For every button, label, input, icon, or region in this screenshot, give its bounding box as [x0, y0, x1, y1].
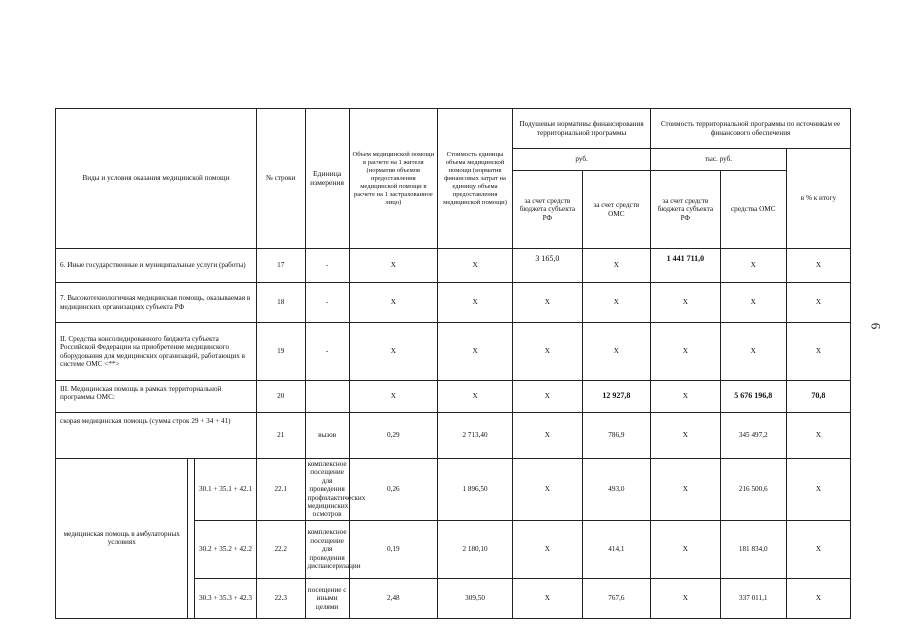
row-cost: X: [438, 249, 513, 283]
row-cost-oms: X: [720, 283, 786, 323]
header-norms-unit: руб.: [513, 149, 651, 171]
header-volume: Объем медицинской помощи в расчете на 1 жителя (норматив объемов предоставления медицинской помощи в расчете на 1 застрахованное лицо): [349, 109, 437, 249]
row-norm-budget: 3 165,0: [513, 249, 583, 283]
row-cost-oms: 337 011,1: [720, 578, 786, 618]
row-volume: X: [349, 381, 437, 413]
row-cost-oms: 181 834,0: [720, 520, 786, 578]
row-norm-budget: X: [513, 578, 583, 618]
row-norm-oms: X: [582, 323, 650, 381]
row-cost: 309,50: [438, 578, 513, 618]
table-row: [56, 459, 851, 521]
row-percent: X: [786, 413, 850, 459]
row-norm-oms: 493,0: [582, 459, 650, 521]
row-sum: 30.2 + 35.2 + 42.2: [195, 520, 257, 578]
header-group-cost: Стоимость территориальной программы по источникам ее финансового обеспечения: [651, 109, 851, 149]
row-kind: II. Средства консолидированного бюджета субъекта Российской Федерации на приобретение медицинского оборудования для медицинских организаций, работающих в системе ОМС <**>: [56, 323, 257, 381]
row-cost-budget: X: [651, 381, 721, 413]
header-cost-unit: тыс. руб.: [651, 149, 787, 171]
row-cost-oms: 5 676 196,8: [720, 381, 786, 413]
row-cost: 2 713,40: [438, 413, 513, 459]
ambulatory-spacer: [188, 459, 195, 619]
financing-table: [55, 108, 851, 619]
row-cost-oms: X: [720, 249, 786, 283]
row-sum: 30.1 + 35.1 + 42.1: [195, 459, 257, 521]
row-unit: -: [305, 323, 349, 381]
row-no: 21: [256, 413, 305, 459]
row-volume: 0,26: [349, 459, 437, 521]
row-no: 19: [256, 323, 305, 381]
row-norm-oms: X: [582, 249, 650, 283]
row-volume: 0,29: [349, 413, 437, 459]
row-cost-budget: X: [651, 413, 721, 459]
row-norm-budget: X: [513, 381, 583, 413]
row-unit: комплексное посещение для проведения профилактических медицинских осмотров: [305, 459, 349, 521]
row-no: 22.2: [256, 520, 305, 578]
header-cost: Стоимость единицы объема медицинской помощи (норматив финансовых затрат на единицу объема предоставления медицинской помощи): [438, 109, 513, 249]
row-unit: вызов: [305, 413, 349, 459]
row-no: 18: [256, 283, 305, 323]
row-cost-budget: X: [651, 283, 721, 323]
row-no: 22.3: [256, 578, 305, 618]
row-percent: X: [786, 459, 850, 521]
row-volume: 2,48: [349, 578, 437, 618]
header-norms-budget: за счет средств бюджета субъекта РФ: [513, 171, 583, 249]
row-unit: -: [305, 249, 349, 283]
row-cost-budget: X: [651, 520, 721, 578]
row-norm-oms: 414,1: [582, 520, 650, 578]
row-percent: X: [786, 283, 850, 323]
row-volume: X: [349, 323, 437, 381]
row-no: 20: [256, 381, 305, 413]
row-cost: 2 180,10: [438, 520, 513, 578]
row-percent: X: [786, 323, 850, 381]
row-norm-budget: X: [513, 413, 583, 459]
table-row: [56, 413, 851, 459]
row-unit: [305, 381, 349, 413]
row-percent: X: [786, 520, 850, 578]
page-number: 6: [868, 322, 884, 330]
row-norm-oms: 12 927,8: [582, 381, 650, 413]
row-cost-oms: 216 500,6: [720, 459, 786, 521]
row-cost-oms: 345 497,2: [720, 413, 786, 459]
row-cost: 1 896,50: [438, 459, 513, 521]
header-cost-budget: за счет средств бюджета субъекта РФ: [651, 171, 721, 249]
table-row: [56, 381, 851, 413]
row-norm-budget: X: [513, 459, 583, 521]
row-cost: X: [438, 381, 513, 413]
row-percent: X: [786, 249, 850, 283]
row-volume: 0,19: [349, 520, 437, 578]
table-row: [56, 249, 851, 283]
row-sum: 30.3 + 35.3 + 42.3: [195, 578, 257, 618]
row-percent: 70,8: [786, 381, 850, 413]
header-norms-oms: за счет средств ОМС: [582, 171, 650, 249]
header-group-norms: Подушевые нормативы финансирования территориальной программы: [513, 109, 651, 149]
row-percent: X: [786, 578, 850, 618]
row-kind: III. Медицинская помощь в рамках территориальной программы ОМС:: [56, 381, 257, 413]
row-norm-budget: X: [513, 520, 583, 578]
row-unit: комплексное посещение для проведения диспансеризации: [305, 520, 349, 578]
table-row: [56, 323, 851, 381]
header-kind: Виды и условия оказания медицинской помощи: [56, 109, 257, 249]
row-norm-oms: 767,6: [582, 578, 650, 618]
row-volume: X: [349, 283, 437, 323]
header-row-no: № строки: [256, 109, 305, 249]
header-cost-percent: в % к итогу: [786, 149, 850, 249]
header-cost-oms: средства ОМС: [720, 171, 786, 249]
row-cost: X: [438, 323, 513, 381]
row-no: 17: [256, 249, 305, 283]
row-norm-oms: 786,9: [582, 413, 650, 459]
row-unit: -: [305, 283, 349, 323]
row-no: 22.1: [256, 459, 305, 521]
row-cost-budget: X: [651, 459, 721, 521]
row-cost-budget: 1 441 711,0: [651, 249, 721, 283]
row-cost-oms: X: [720, 323, 786, 381]
ambulatory-kind: медицинская помощь в амбулаторных условиях: [56, 459, 188, 619]
row-norm-oms: X: [582, 283, 650, 323]
row-volume: X: [349, 249, 437, 283]
row-cost: X: [438, 283, 513, 323]
row-kind: 7. Высокотехнологичная медицинская помощь, оказываемая в медицинских организациях субъекта РФ: [56, 283, 257, 323]
row-kind: скорая медицинская помощь (сумма строк 29 + 34 + 41): [56, 413, 257, 459]
row-unit: посещение с иными целями: [305, 578, 349, 618]
row-cost-budget: X: [651, 323, 721, 381]
row-norm-budget: X: [513, 323, 583, 381]
row-norm-budget: X: [513, 283, 583, 323]
table-row: [56, 283, 851, 323]
header-unit: Единица измерения: [305, 109, 349, 249]
row-kind: 6. Иные государственные и муниципальные услуги (работы): [56, 249, 257, 283]
row-cost-budget: X: [651, 578, 721, 618]
